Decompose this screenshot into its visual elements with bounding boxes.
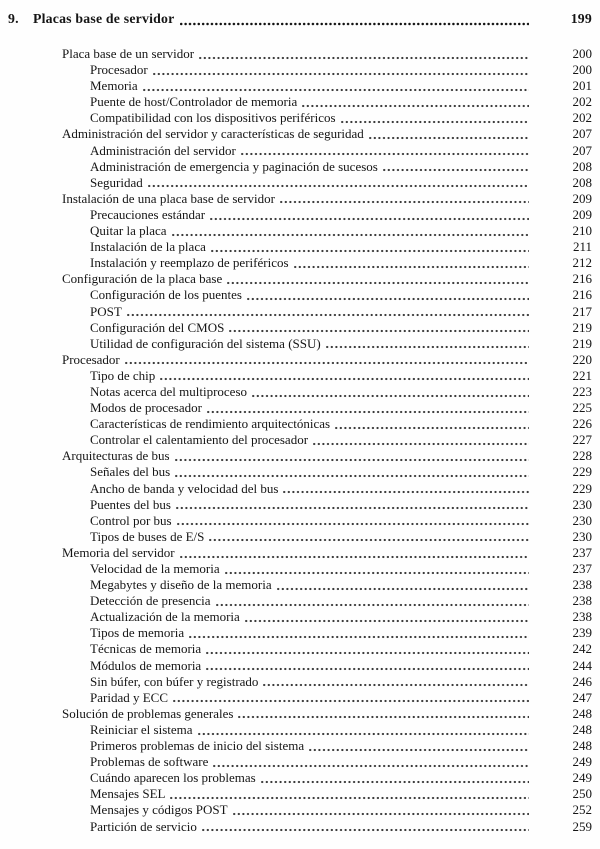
dotted-leader (229, 329, 529, 333)
toc-entry-page: 250 (572, 786, 592, 802)
toc-entry-label: POST (90, 303, 122, 319)
dotted-leader (245, 619, 529, 623)
toc-entry (8, 304, 592, 320)
toc-entry (8, 690, 592, 706)
toc-list (8, 46, 592, 835)
toc-entry-page: 247 (572, 689, 592, 705)
dotted-leader (209, 538, 529, 542)
dotted-leader (313, 442, 529, 446)
toc-entry (8, 545, 592, 561)
toc-entry (8, 481, 592, 497)
toc-entry (8, 110, 592, 126)
dotted-leader (177, 522, 529, 526)
toc-entry-label: Primeros problemas de inicio del sistema (90, 738, 305, 754)
dotted-leader (210, 217, 529, 221)
dotted-leader (175, 474, 529, 478)
toc-entry-page: 207 (572, 142, 592, 158)
toc-entry-label: Mensajes y códigos POST (90, 802, 228, 818)
dotted-leader (280, 200, 529, 204)
toc-entry-page: 209 (572, 206, 592, 222)
toc-entry (8, 384, 592, 400)
toc-entry-label: Velocidad de la memoria (90, 561, 220, 576)
toc-entry-label: Procesador (62, 351, 120, 367)
toc-entry-label: Modos de procesador (90, 400, 202, 416)
dotted-leader (252, 394, 529, 398)
toc-entry-label: Megabytes y diseño de la memoria (90, 577, 272, 593)
toc-entry-label: Técnicas de memoria (90, 641, 202, 657)
toc-entry-label: Controlar el calentamiento del procesador (90, 432, 309, 448)
toc-entry-page: 259 (572, 818, 592, 834)
toc-entry-page: 219 (572, 335, 592, 351)
toc-entry-page: 229 (572, 480, 592, 496)
toc-entry (8, 94, 592, 110)
chapter-page-number: 199 (570, 11, 592, 26)
toc-entry (8, 738, 592, 754)
toc-entry-label: Partición de servicio (90, 818, 197, 834)
dotted-leader (238, 715, 529, 719)
dotted-leader (247, 297, 529, 301)
toc-entry (8, 78, 592, 94)
toc-entry-label: Control por bus (90, 512, 172, 528)
toc-entry (8, 191, 592, 207)
toc-entry-page: 252 (572, 802, 592, 818)
toc-entry-label: Puentes del bus (90, 496, 171, 512)
dotted-leader (283, 490, 529, 494)
toc-entry-page: 200 (572, 62, 592, 78)
toc-entry (8, 593, 592, 609)
toc-entry (8, 159, 592, 175)
toc-entry (8, 400, 592, 416)
toc-entry-page: 226 (572, 416, 592, 432)
dotted-leader (383, 168, 529, 172)
dotted-leader (227, 281, 529, 285)
toc-entry-label: Compatibilidad con los dispositivos periféricos (90, 110, 336, 126)
toc-entry (8, 175, 592, 191)
toc-entry-page: 248 (572, 721, 592, 737)
toc-entry-page: 202 (572, 94, 592, 110)
dotted-leader (294, 265, 529, 269)
toc-entry-label: Tipos de buses de E/S (90, 528, 205, 544)
toc-entry (8, 464, 592, 480)
toc-entry-label: Administración del servidor y características de seguridad (62, 126, 364, 142)
toc-entry-page: 230 (572, 496, 592, 512)
toc-entry-page: 242 (572, 641, 592, 657)
dotted-leader (148, 184, 529, 188)
toc-entry (8, 819, 592, 835)
dotted-leader (261, 780, 529, 784)
toc-entry-label: Memoria del servidor (62, 544, 175, 560)
toc-entry (8, 320, 592, 336)
toc-entry-page: 211 (572, 239, 592, 255)
dotted-leader (175, 458, 529, 462)
toc-entry-page: 249 (572, 754, 592, 770)
dotted-leader (206, 667, 529, 671)
toc-entry (8, 754, 592, 770)
toc-entry (8, 126, 592, 142)
dotted-leader (143, 88, 529, 92)
toc-entry (8, 561, 592, 577)
toc-entry (8, 143, 592, 159)
toc-entry-label: Placa base de un servidor (62, 46, 195, 61)
dotted-leader (173, 699, 529, 703)
toc-entry-label: Cuándo aparecen los problemas (90, 770, 256, 786)
toc-entry-label: Reiniciar el sistema (90, 721, 193, 737)
dotted-leader (335, 426, 529, 430)
toc-entry-label: Administración del servidor (90, 142, 236, 158)
dotted-leader (326, 345, 529, 349)
toc-entry-label: Configuración del CMOS (90, 319, 225, 335)
dotted-leader (170, 796, 529, 800)
toc-entry (8, 46, 592, 62)
toc-entry-page: 228 (572, 448, 592, 464)
toc-entry-page: 216 (572, 287, 592, 303)
chapter-number: 9. (8, 11, 19, 26)
toc-entry (8, 674, 592, 690)
toc-entry-page: 219 (572, 319, 592, 335)
toc-entry-page: 227 (572, 432, 592, 448)
dotted-leader (211, 249, 529, 253)
toc-entry-page: 220 (572, 351, 592, 367)
toc-entry-page: 225 (572, 400, 592, 416)
dotted-leader (263, 683, 529, 687)
toc-entry (8, 770, 592, 786)
toc-entry-page: 221 (572, 367, 592, 383)
toc-entry-label: Administración de emergencia y paginación de sucesos (90, 158, 378, 174)
toc-entry (8, 513, 592, 529)
dotted-leader (225, 571, 529, 575)
dotted-leader (341, 120, 529, 124)
toc-entry-label: Actualización de la memoria (90, 609, 240, 625)
toc-entry-page: 229 (572, 464, 592, 480)
toc-entry-page: 208 (572, 174, 592, 190)
toc-entry-page: 216 (572, 271, 592, 287)
dotted-leader (277, 587, 529, 591)
toc-entry-label: Procesador (90, 62, 148, 78)
toc-entry (8, 802, 592, 818)
toc-entry-label: Notas acerca del multiproceso (90, 383, 248, 399)
dotted-leader (369, 136, 529, 140)
dotted-leader (213, 764, 529, 768)
dotted-leader (302, 104, 529, 108)
toc-entry-label: Mensajes SEL (90, 786, 166, 802)
toc-entry-label: Instalación de una placa base de servidor (62, 190, 275, 206)
toc-entry-page: 209 (572, 190, 592, 206)
dotted-leader (127, 313, 529, 317)
dotted-leader (125, 361, 529, 365)
toc-entry (8, 352, 592, 368)
toc-entry-label: Tipos de memoria (90, 625, 185, 641)
toc-entry-page: 238 (572, 593, 592, 609)
toc-entry-label: Puente de host/Controlador de memoria (90, 94, 298, 110)
toc-entry (8, 62, 592, 78)
toc-entry-label: Instalación de la placa (90, 239, 206, 255)
toc-entry-page: 238 (572, 609, 592, 625)
toc-entry (8, 448, 592, 464)
toc-entry (8, 416, 592, 432)
dotted-leader (207, 410, 529, 414)
toc-entry-page: 210 (572, 223, 592, 239)
toc-entry (8, 577, 592, 593)
toc-entry-label: Precauciones estándar (90, 206, 206, 222)
toc-entry-page: 237 (572, 544, 592, 560)
toc-entry-page: 207 (572, 126, 592, 142)
toc-entry-label: Utilidad de configuración del sistema (SSU) (90, 335, 321, 351)
chapter-title: Placas base de servidor (33, 11, 175, 26)
toc-entry-label: Seguridad (90, 174, 143, 190)
toc-entry-label: Problemas de software (90, 754, 209, 770)
toc-entry-page: 239 (572, 625, 592, 641)
toc-entry-label: Ancho de banda y velocidad del bus (90, 480, 279, 496)
toc-entry (8, 239, 592, 255)
toc-entry-label: Configuración de los puentes (90, 287, 242, 303)
dotted-leader (160, 377, 529, 381)
toc-entry (8, 497, 592, 513)
toc-entry-page: 248 (572, 705, 592, 721)
toc-entry-page: 217 (572, 303, 592, 319)
toc-entry (8, 658, 592, 674)
toc-entry-page: 230 (572, 528, 592, 544)
toc-entry-label: Quitar la placa (90, 223, 167, 239)
toc-entry (8, 786, 592, 802)
toc-entry-label: Memoria (90, 78, 138, 94)
toc-entry-label: Arquitecturas de bus (62, 448, 170, 464)
toc-entry (8, 529, 592, 545)
toc-entry (8, 223, 592, 239)
toc-entry-label: Tipo de chip (90, 367, 156, 383)
toc-entry (8, 625, 592, 641)
dotted-leader (202, 828, 529, 832)
toc-entry-page: 246 (572, 673, 592, 689)
toc-entry-page: 208 (572, 158, 592, 174)
toc-entry-page: 202 (572, 110, 592, 126)
toc-entry (8, 722, 592, 738)
toc-entry-page: 249 (572, 770, 592, 786)
toc-entry-page: 244 (572, 657, 592, 673)
toc-entry-label: Solución de problemas generales (62, 705, 234, 721)
toc-entry (8, 336, 592, 352)
toc-entry-label: Detección de presencia (90, 593, 211, 609)
toc-entry-page: 201 (572, 78, 592, 94)
toc-entry-label: Sin búfer, con búfer y registrado (90, 673, 259, 689)
toc-entry (8, 432, 592, 448)
toc-entry (8, 368, 592, 384)
dotted-leader (233, 812, 529, 816)
dotted-leader (180, 555, 529, 559)
toc-entry (8, 287, 592, 303)
dotted-leader (216, 603, 529, 607)
dotted-leader (189, 635, 529, 639)
dotted-leader (153, 72, 529, 76)
toc-entry-label: Paridad y ECC (90, 689, 168, 705)
dotted-leader (172, 233, 529, 237)
dotted-leader (198, 732, 529, 736)
toc-entry (8, 641, 592, 657)
dotted-leader (176, 506, 529, 510)
toc-entry-label: Señales del bus (90, 464, 171, 480)
dotted-leader (241, 152, 529, 156)
dotted-leader (180, 22, 529, 26)
dotted-leader (309, 748, 529, 752)
toc-entry-label: Configuración de la placa base (62, 271, 223, 287)
toc-entry-page: 248 (572, 738, 592, 754)
toc-entry-page: 212 (572, 255, 592, 271)
toc-entry-page: 237 (572, 561, 592, 576)
toc-entry-label: Instalación y reemplazo de periféricos (90, 255, 289, 271)
toc-entry-label: Características de rendimiento arquitectónicas (90, 416, 331, 432)
toc-entry (8, 609, 592, 625)
toc-entry (8, 255, 592, 271)
dotted-leader (199, 56, 529, 60)
toc-entry-page: 223 (572, 383, 592, 399)
toc-entry (8, 706, 592, 722)
toc-entry (8, 207, 592, 223)
toc-entry-page: 200 (572, 46, 592, 61)
dotted-leader (206, 651, 529, 655)
toc-entry-page: 230 (572, 512, 592, 528)
chapter-heading (8, 9, 592, 29)
toc-entry (8, 271, 592, 287)
toc-entry-page: 238 (572, 577, 592, 593)
toc-entry-label: Módulos de memoria (90, 657, 202, 673)
